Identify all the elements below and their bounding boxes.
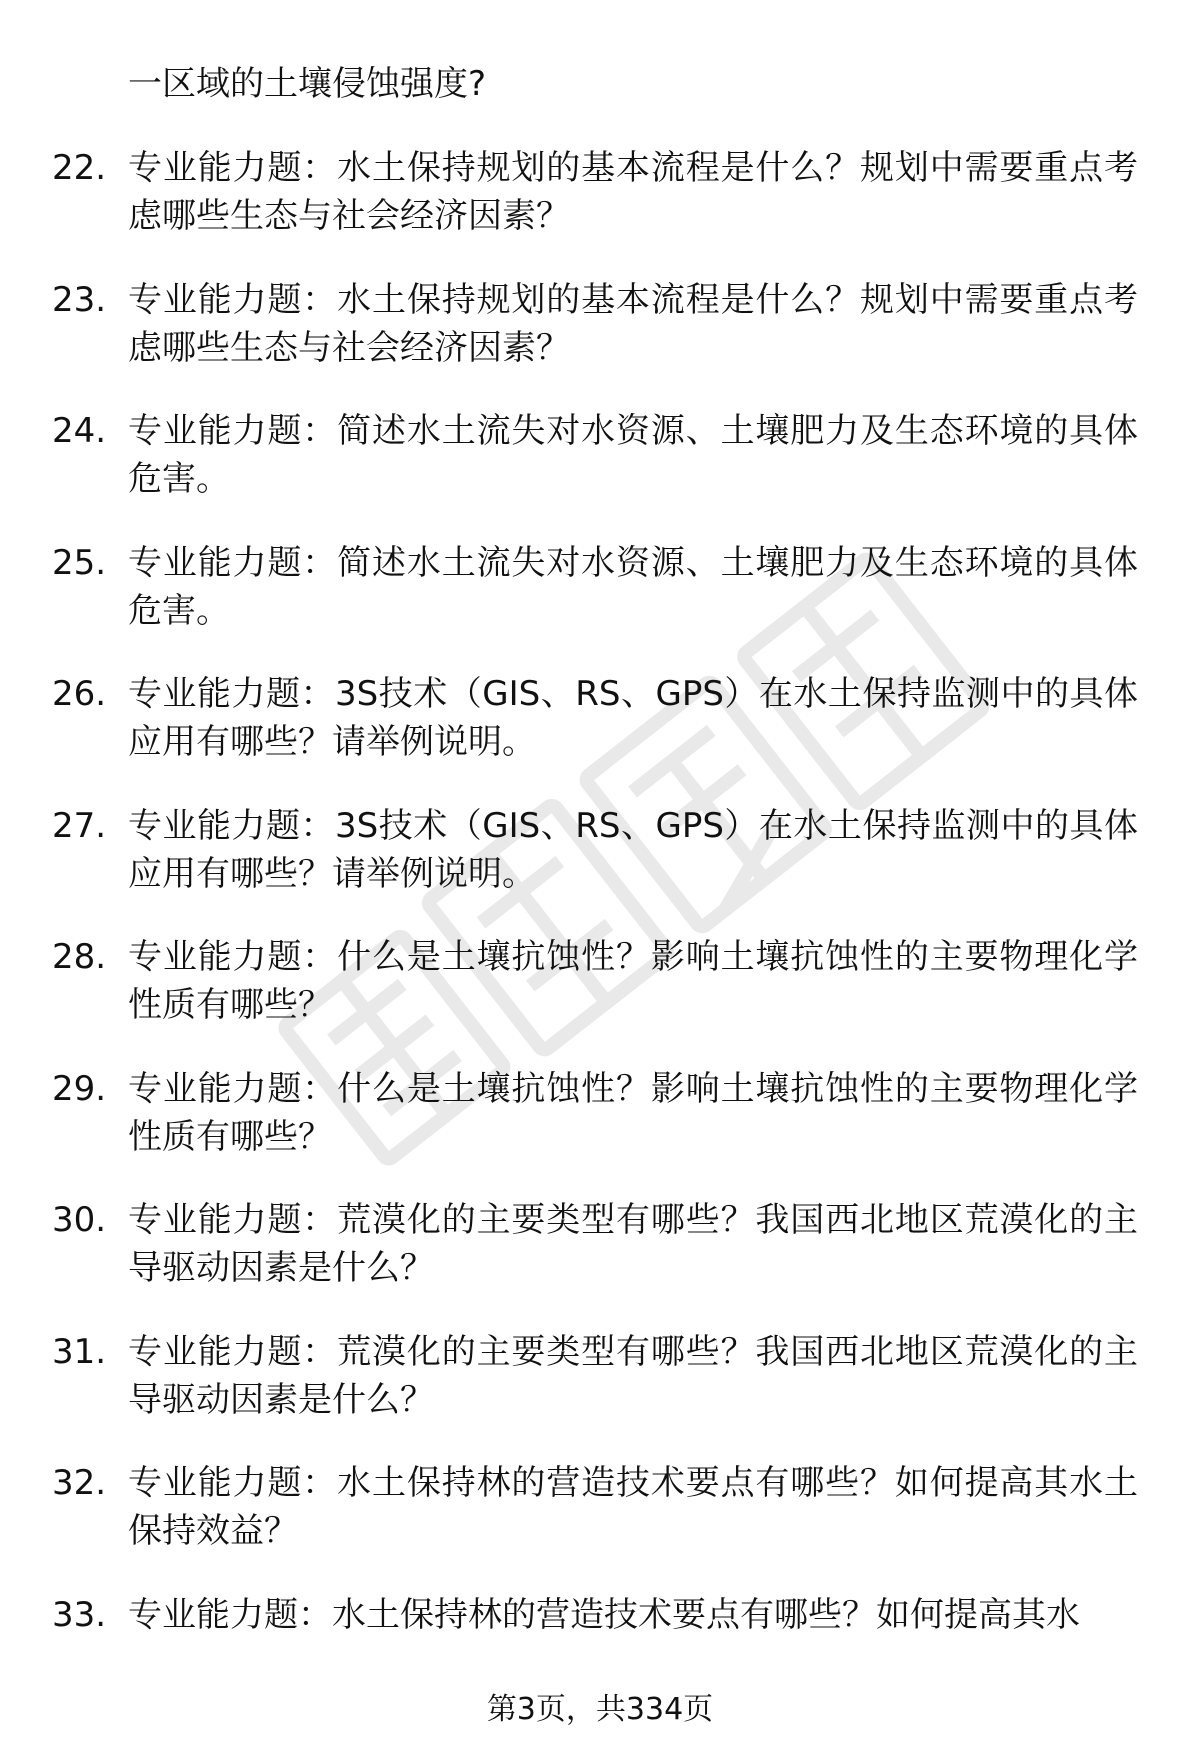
question-text: 专业能力题：简述水土流失对水资源、土壤肥力及生态环境的具体危害。 <box>128 542 1138 631</box>
list-item <box>0 144 1200 276</box>
question-text: 专业能力题：水土保持林的营造技术要点有哪些？如何提高其水 <box>128 1594 1080 1635</box>
question-number: 28. <box>52 937 107 977</box>
list-item <box>0 802 1200 934</box>
question-number: 33. <box>52 1594 107 1635</box>
list-item <box>0 407 1200 539</box>
question-number: 25. <box>52 542 107 583</box>
question-text: 专业能力题：荒漠化的主要类型有哪些？我国西北地区荒漠化的主导驱动因素是什么？ <box>128 1331 1138 1420</box>
question-number: 23. <box>52 279 107 320</box>
question-number: 32. <box>52 1463 107 1503</box>
list-item <box>0 539 1200 671</box>
question-text: 专业能力题：水土保持规划的基本流程是什么？规划中需要重点考虑哪些生态与社会经济因素？ <box>128 279 1138 368</box>
question-number: 24. <box>52 411 107 451</box>
question-number: 31. <box>52 1331 107 1372</box>
list-item <box>0 1328 1200 1460</box>
question-text: 专业能力题：什么是土壤抗蚀性？影响土壤抗蚀性的主要物理化学性质有哪些？ <box>128 937 1138 1025</box>
question-text: 专业能力题：水土保持林的营造技术要点有哪些？如何提高其水土保持效益？ <box>128 1463 1138 1551</box>
question-text: 专业能力题：荒漠化的主要类型有哪些？我国西北地区荒漠化的主导驱动因素是什么？ <box>128 1200 1138 1288</box>
list-item <box>0 933 1200 1065</box>
list-item <box>0 1459 1200 1591</box>
question-text: 专业能力题：简述水土流失对水资源、土壤肥力及生态环境的具体危害。 <box>128 411 1138 499</box>
question-number: 30. <box>52 1200 107 1240</box>
question-number: 27. <box>52 805 107 846</box>
list-item <box>0 276 1200 408</box>
question-number: 22. <box>52 148 107 188</box>
question-text: 专业能力题：3S技术（GIS、RS、GPS）在水土保持监测中的具体应用有哪些？请举例说明。 <box>128 674 1138 762</box>
question-text: 专业能力题：3S技术（GIS、RS、GPS）在水土保持监测中的具体应用有哪些？请举例说明。 <box>128 805 1138 894</box>
question-text: 专业能力题：什么是土壤抗蚀性？影响土壤抗蚀性的主要物理化学性质有哪些？ <box>128 1068 1138 1157</box>
question-number: 26. <box>52 674 107 714</box>
question-text: 专业能力题：水土保持规划的基本流程是什么？规划中需要重点考虑哪些生态与社会经济因素？ <box>128 148 1138 236</box>
list-item <box>0 1065 1200 1197</box>
continuation-text: 一区域的土壤侵蚀强度? <box>128 64 487 104</box>
list-item <box>0 670 1200 802</box>
list-item <box>0 1196 1200 1328</box>
question-number: 29. <box>52 1068 107 1109</box>
page-number-footer: 第3页，共334页 <box>486 1692 714 1727</box>
question-list <box>0 144 1200 1722</box>
